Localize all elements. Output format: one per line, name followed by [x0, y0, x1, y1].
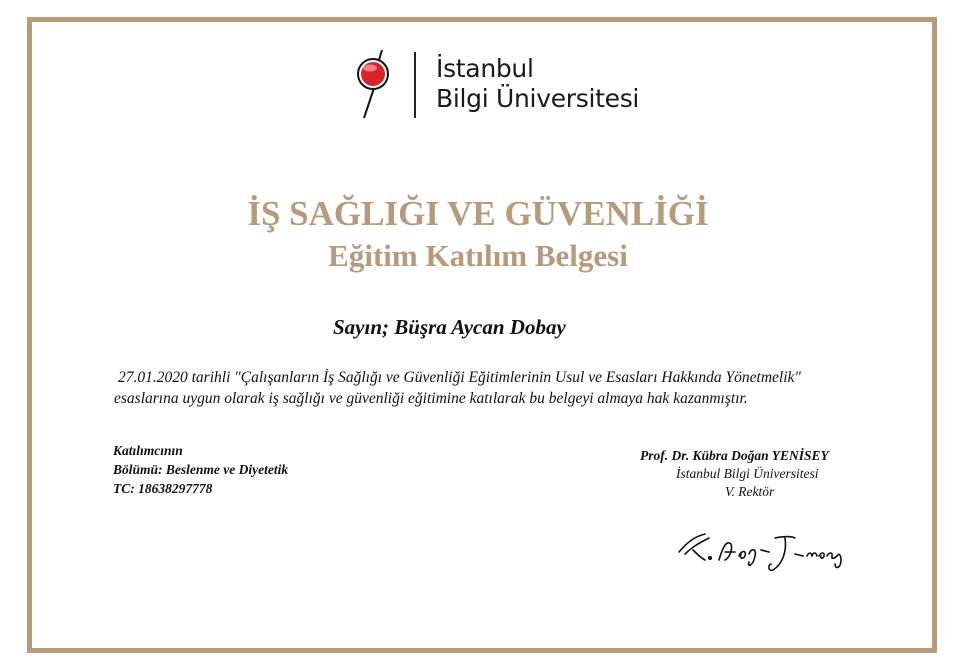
- recipient-salutation: Sayın; Büşra Aycan Dobay: [333, 315, 566, 339]
- signatory-block: [620, 447, 890, 501]
- signatory-role: V. Rektör: [725, 484, 775, 499]
- certificate-body: [114, 367, 914, 409]
- signatory-name: Prof. Dr. Kübra Doğan YENİSEY: [640, 448, 829, 463]
- body-line-1: 27.01.2020 tarihli "Çalışanların İş Sağlığı ve Güvenliği Eğitimlerinin Usul ve Esasları Hakkında Yönetmelik": [118, 369, 801, 386]
- logo-wordmark: [436, 54, 639, 114]
- participant-tc: TC: 18638297778: [113, 481, 213, 496]
- logo-line-2: Bilgi Üniversitesi: [436, 84, 640, 113]
- university-logo: [352, 48, 672, 120]
- body-line-2: esaslarına uygun olarak iş sağlığı ve güvenliği eğitimine katılarak bu belgeyi almaya hak kazanmıştır.: [114, 390, 748, 407]
- logo-line-1: İstanbul: [436, 54, 534, 83]
- certificate-title: İŞ SAĞLIĞI VE GÜVENLİĞİ: [247, 194, 709, 233]
- participant-label: Katılımcının: [113, 443, 183, 458]
- certificate-subtitle: Eğitim Katılım Belgesi: [328, 238, 628, 273]
- signatory-university: İstanbul Bilgi Üniversitesi: [676, 466, 819, 481]
- handwritten-signature: [675, 526, 855, 576]
- logo-divider: [414, 52, 416, 118]
- participant-info: [113, 441, 288, 498]
- participant-department: Bölümü: Beslenme ve Diyetetik: [113, 462, 289, 477]
- logo-emblem-icon: [352, 48, 412, 120]
